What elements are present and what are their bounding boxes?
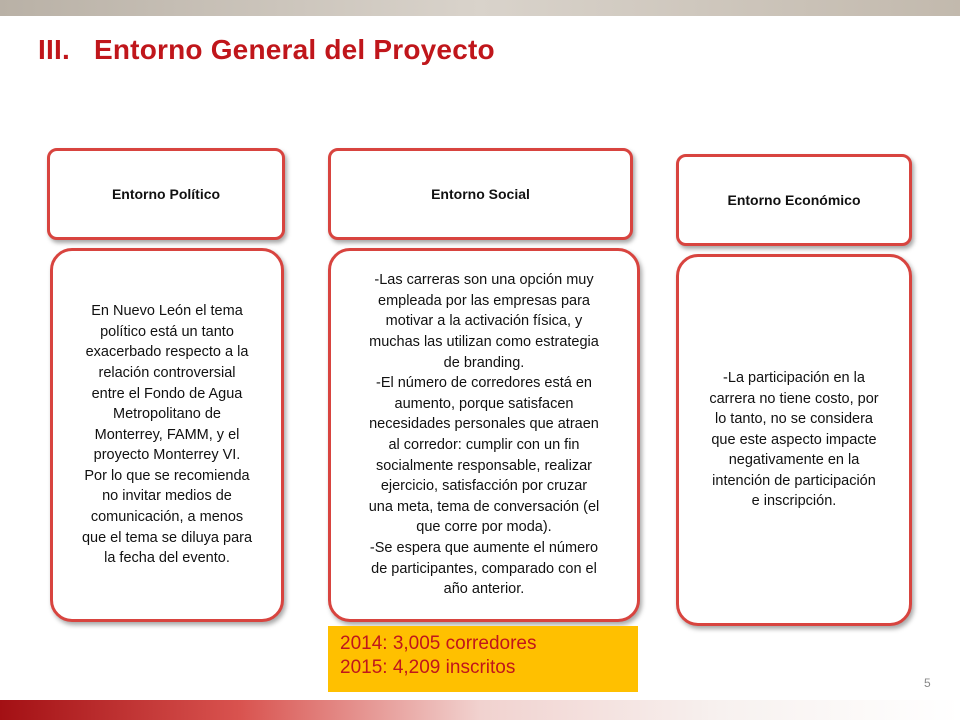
page-number: 5 bbox=[924, 676, 931, 690]
header-entorno-politico bbox=[47, 148, 285, 240]
header-entorno-social bbox=[328, 148, 633, 240]
title-text: Entorno General del Proyecto bbox=[94, 34, 495, 65]
content-entorno-politico bbox=[50, 248, 284, 622]
stats-2015: 2015: 4,209 inscritos bbox=[340, 657, 516, 678]
content-text: -La participación en la carrera no tiene costo, por lo tanto, no se considera que este aspecto impacte negativamente en la intención de participación e inscripción. bbox=[709, 369, 879, 510]
participants-stats-box bbox=[328, 626, 638, 692]
content-text: En Nuevo León el tema político está un tanto exacerbado respecto a la relación controversial entre el Fondo de Agua Metropolitano de Monterrey, FAMM, y el proyecto Monterrey VI. Por lo que se recomienda no invitar medios de comunicación, a menos que el tema se diluya para la fecha del evento. bbox=[81, 303, 253, 567]
slide-title bbox=[38, 34, 495, 66]
bottom-decorative-bar bbox=[0, 700, 960, 720]
header-label: Entorno Económico bbox=[727, 192, 861, 208]
stats-2014: 2014: 3,005 corredores bbox=[340, 633, 537, 654]
header-entorno-economico bbox=[676, 154, 912, 246]
content-entorno-economico bbox=[676, 254, 912, 626]
title-number: III. bbox=[38, 34, 70, 65]
content-text: -Las carreras son una opción muy empleada por las empresas para motivar a la activación física, y muchas las utilizan como estrategia de branding. -El número de corredores está en aumento, porque satisfacen necesidades personales que atraen al corredor: cumplir con un fin socialmente responsable, realizar ejercicio, satisfacción por cruzar una meta, tema de conversación (el que corre por moda). -Se espera que aumente el número de participantes, comparado con el año anterior. bbox=[368, 272, 600, 598]
header-label: Entorno Social bbox=[431, 186, 530, 202]
top-decorative-bar bbox=[0, 0, 960, 16]
content-entorno-social bbox=[328, 248, 640, 622]
header-label: Entorno Político bbox=[111, 186, 221, 202]
